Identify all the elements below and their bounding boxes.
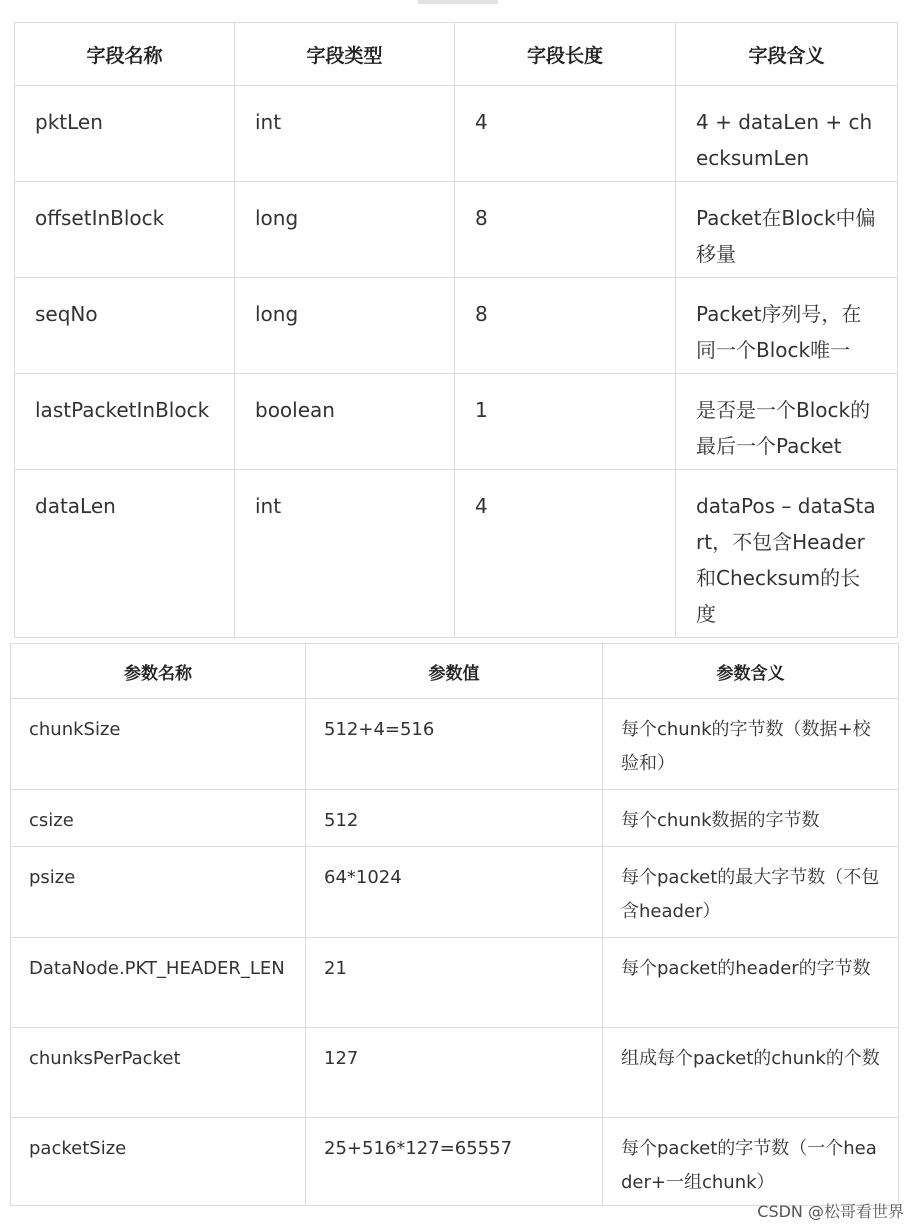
- field-name-cell: seqNo: [15, 278, 235, 374]
- field-length-cell: 8: [455, 182, 676, 278]
- table-header-row: [15, 23, 898, 86]
- param-meaning-cell: 每个packet的字节数（一个header+一组chunk）: [603, 1118, 899, 1206]
- clipped-caption-top: [418, 0, 498, 4]
- param-name-cell: psize: [11, 847, 306, 938]
- header-cell: 参数名称: [11, 644, 306, 699]
- param-meaning-cell: 每个packet的最大字节数（不包含header）: [603, 847, 899, 938]
- param-value-cell: 64*1024: [306, 847, 603, 938]
- param-meaning-cell: 每个chunk数据的字节数: [603, 790, 899, 847]
- field-name-cell: offsetInBlock: [15, 182, 235, 278]
- param-name-cell: packetSize: [11, 1118, 306, 1206]
- table-row: [11, 1118, 899, 1206]
- table-row: [15, 374, 898, 470]
- field-name-cell: lastPacketInBlock: [15, 374, 235, 470]
- param-value-cell: 512: [306, 790, 603, 847]
- table-row: [11, 1028, 899, 1118]
- field-meaning-cell: Packet序列号，在同一个Block唯一: [676, 278, 898, 374]
- table-row: [11, 699, 899, 790]
- header-cell: 字段名称: [15, 23, 235, 86]
- param-value-cell: 25+516*127=65557: [306, 1118, 603, 1206]
- field-type-cell: int: [235, 86, 455, 182]
- table-row: [15, 86, 898, 182]
- param-value-cell: 512+4=516: [306, 699, 603, 790]
- header-cell: 字段长度: [455, 23, 676, 86]
- field-meaning-cell: dataPos – dataStart，不包含Header和Checksum的长度: [676, 470, 898, 638]
- table-row: [15, 182, 898, 278]
- table-row: [11, 790, 899, 847]
- field-type-cell: long: [235, 278, 455, 374]
- table-row: [11, 847, 899, 938]
- table-row: [15, 470, 898, 638]
- table-row: [11, 938, 899, 1028]
- field-name-cell: pktLen: [15, 86, 235, 182]
- table-header-row: [11, 644, 899, 699]
- csdn-watermark: CSDN @松哥看世界: [757, 1202, 904, 1221]
- field-type-cell: boolean: [235, 374, 455, 470]
- field-length-cell: 4: [455, 86, 676, 182]
- table-row: [15, 278, 898, 374]
- param-name-cell: DataNode.PKT_HEADER_LEN: [11, 938, 306, 1028]
- packet-parameters-table: [10, 643, 899, 1206]
- field-length-cell: 1: [455, 374, 676, 470]
- param-value-cell: 127: [306, 1028, 603, 1118]
- param-name-cell: chunkSize: [11, 699, 306, 790]
- field-length-cell: 8: [455, 278, 676, 374]
- field-meaning-cell: 是否是一个Block的最后一个Packet: [676, 374, 898, 470]
- header-cell: 参数含义: [603, 644, 899, 699]
- param-value-cell: 21: [306, 938, 603, 1028]
- param-name-cell: chunksPerPacket: [11, 1028, 306, 1118]
- field-length-cell: 4: [455, 470, 676, 638]
- field-meaning-cell: Packet在Block中偏移量: [676, 182, 898, 278]
- param-meaning-cell: 每个packet的header的字节数: [603, 938, 899, 1028]
- param-meaning-cell: 每个chunk的字节数（数据+校验和）: [603, 699, 899, 790]
- param-meaning-cell: 组成每个packet的chunk的个数: [603, 1028, 899, 1118]
- field-meaning-cell: 4 + dataLen + checksumLen: [676, 86, 898, 182]
- header-cell: 参数值: [306, 644, 603, 699]
- field-type-cell: int: [235, 470, 455, 638]
- header-cell: 字段类型: [235, 23, 455, 86]
- param-name-cell: csize: [11, 790, 306, 847]
- header-cell: 字段含义: [676, 23, 898, 86]
- packet-header-fields-table: [14, 22, 898, 638]
- field-name-cell: dataLen: [15, 470, 235, 638]
- field-type-cell: long: [235, 182, 455, 278]
